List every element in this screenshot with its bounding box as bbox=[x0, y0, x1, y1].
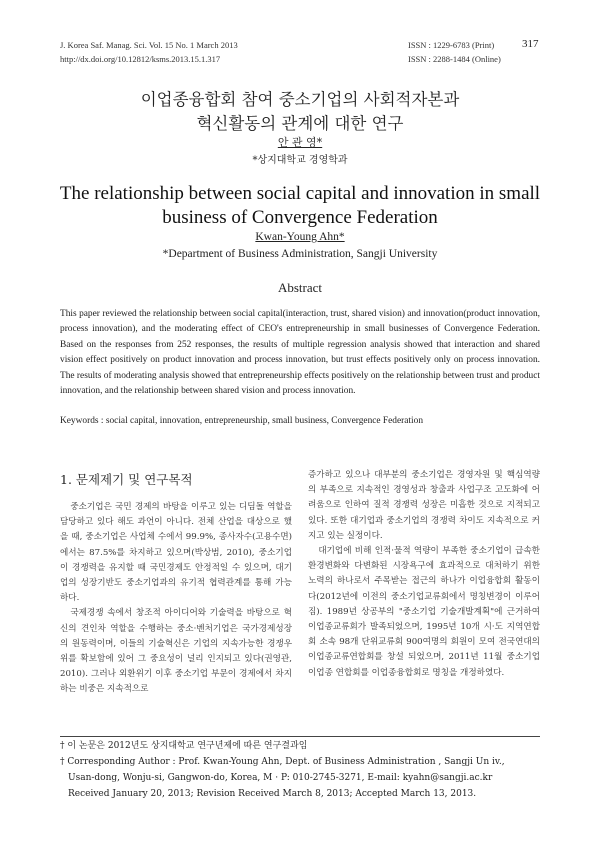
left-column bbox=[60, 500, 292, 698]
author-korean-name: 안 관 영* bbox=[277, 136, 323, 149]
doi-line: http://dx.doi.org/10.12812/ksms.2013.15.1.317 bbox=[60, 54, 221, 64]
left-paragraph-2: 국제경쟁 속에서 창조적 아이디어와 기술력을 바탕으로 혁신의 견인차 역할을 수행하는 중소·벤처기업은 국가경제성장의 원동력이며, 이들의 기술혁신은 기업의 지속가능한 경쟁우위를 확보함에 있어 그 중요성이 널리 인지되고 있다(권영관, 2010). 그러나 외환위기 이후 중소기업 부문이 경제에서 차지하는 비중은 지속적으로 bbox=[60, 608, 292, 695]
author-korean bbox=[0, 134, 600, 150]
page-number: 317 bbox=[522, 38, 539, 50]
section-heading: 1. 문제제기 및 연구목적 bbox=[60, 472, 193, 487]
right-paragraph-2: 대기업에 비해 인적·물적 역량이 부족한 중소기업이 급속한 환경변화와 다변화된 시장욕구에 효과적으로 대처하기 위한 노력의 하나로서 주목받는 접근의 하나가 이업융합회 활동이다(2012년에 이전의 중소기업교류회에서 명칭변경이 이루어짐). 1989년 상공부의 "중소기업 기술개발계획"에 근거하여 이업종교류회가 발족되었으며, 1995년 10개 시·도 지역연합회 소속 98개 단위교류회 900여명의 회원이 모여 전국연대의 이업종교류연합회를 창설 되었으며, 2011년 11월 중소기업 이업종 연합회를 이업종융합회로 명칭을 개정하였다. bbox=[308, 546, 540, 678]
right-paragraph-1: 증가하고 있으나 대부분의 중소기업은 경영자원 및 핵심역량의 부족으로 지속적인 경영성과 창출과 사업구조 고도화에 어려움으로 인하여 질적 경쟁력 성장은 미흡한 것으로 지적되고 있다. 또한 대기업과 중소기업의 경쟁력 차이도 지속적으로 커지고 있는 실정이다. bbox=[308, 470, 540, 541]
title-korean-line2: 혁신활동의 관계에 대한 연구 bbox=[196, 114, 404, 133]
title-english-line2: business of Convergence Federation bbox=[162, 207, 438, 228]
right-column bbox=[308, 468, 540, 681]
abstract-heading: Abstract bbox=[277, 280, 323, 295]
title-korean-line1: 이업종융합회 참여 중소기업의 사회적자본과 bbox=[140, 90, 460, 109]
author-english-name: Kwan-Young Ahn* bbox=[255, 231, 345, 243]
affiliation-english: *Department of Business Administration, Sangji University bbox=[162, 248, 438, 260]
footnote-address: Usan-dong, Wonju-si, Gangwon-do, Korea, M · P: 010-2745-3271, E-mail: kyahn@sangji.ac.kr bbox=[68, 773, 493, 783]
title-english-line1: The relationship between social capital and innovation in small bbox=[59, 183, 541, 204]
footnote-corresponding: † Corresponding Author : Prof. Kwan-Young Ahn, Dept. of Business Administration , Sangji Un iv., bbox=[60, 757, 505, 767]
footnote-funding: † 이 논문은 2012년도 상지대학교 연구년제에 따른 연구결과임 bbox=[60, 741, 308, 751]
keywords: Keywords : social capital, innovation, entrepreneurship, small business, Convergence Federation bbox=[60, 416, 424, 426]
left-paragraph-1: 중소기업은 국민 경제의 바탕을 이루고 있는 디딤돌 역할을 담당하고 있다 해도 과언이 아니다. 전체 산업을 대상으로 했을 때, 중소기업은 사업체 수에서 99.9%, 종사자수(고용수면)에서는 87.5%를 차지하고 있으며(박상범, 2010), 중소기업이 경쟁력을 유지할 때 국민경제도 안정적일 수 있으며, 대기업의 성장기반도 중소기업과의 유기적 협력관계를 통해 가능하다. bbox=[60, 502, 292, 604]
footnote-divider bbox=[60, 736, 540, 737]
affiliation-korean: *상지대학교 경영학과 bbox=[252, 155, 348, 166]
author-english bbox=[0, 231, 600, 243]
journal-line: J. Korea Saf. Manag. Sci. Vol. 15 No. 1 March 2013 bbox=[60, 40, 238, 50]
abstract-text: This paper reviewed the relationship between social capital(interaction, trust, shared vision) and innovation(product innovation, process innovation), and the moderating effect of CEO's entrepreneurship in small businesses of Convergence Federation. Based on the responses from 252 responses, the results of multiple regression analysis showed that interaction and shared vision effect positively on product innovation and process innovation, but trust effects positively only on process innovation. The results of moderating analysis showed that entrepreneurship effects positively on the relationship between trust and product innovation, and the relationship between shared vision and process innovation. bbox=[60, 309, 540, 397]
issn-online: ISSN : 2288-1484 (Online) bbox=[408, 54, 501, 64]
footnote-received: Received January 20, 2013; Revision Received March 8, 2013; Accepted March 13, 2013. bbox=[68, 789, 477, 799]
issn-print: ISSN : 1229-6783 (Print) bbox=[408, 40, 495, 50]
